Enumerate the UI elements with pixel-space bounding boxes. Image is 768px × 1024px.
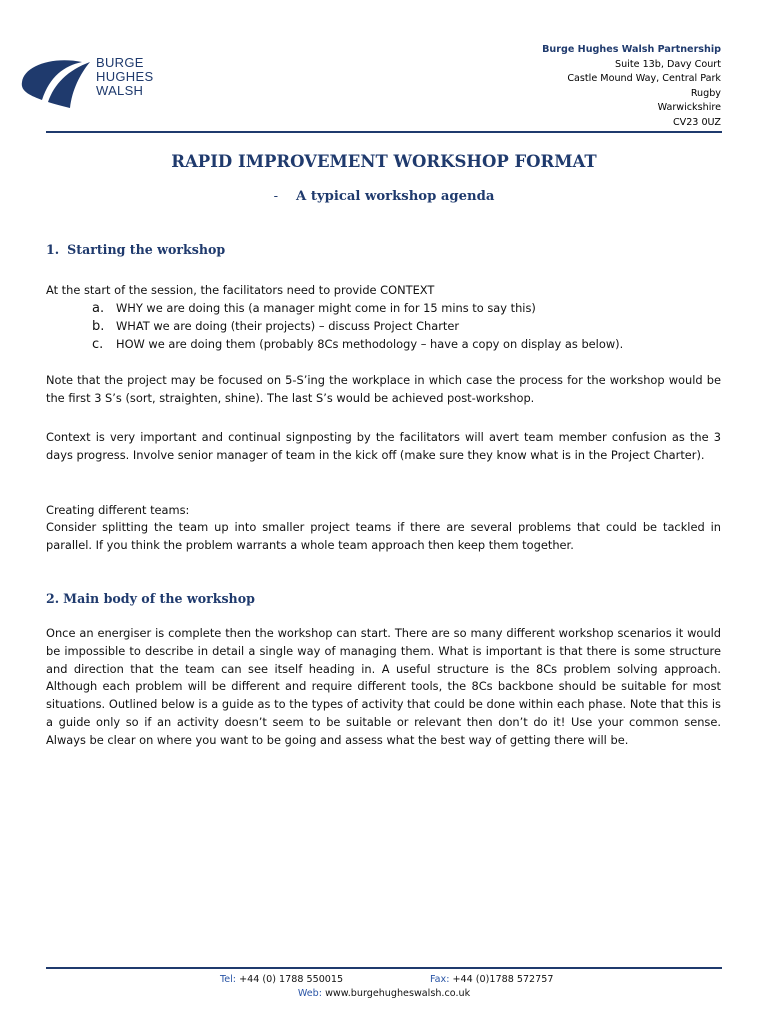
web-label: Web: <box>297 988 323 999</box>
address-line: Rugby <box>690 87 721 99</box>
logo-line-burge: BURGE <box>96 55 144 70</box>
logo-line-walsh: WALSH <box>96 83 144 98</box>
bhw-logo-icon <box>18 52 98 112</box>
address-postcode: CV23 0UZ <box>672 116 721 128</box>
section1-heading-text: Starting the workshop <box>67 242 226 257</box>
website-link[interactable]: www.burgehugheswalsh.co.uk <box>325 988 471 999</box>
address-line: Warwickshire <box>657 102 721 113</box>
footer-divider <box>46 967 722 969</box>
address-line: Suite 13b, Davy Court <box>615 58 721 70</box>
subtitle-dash: - <box>273 189 279 204</box>
section1-heading <box>46 242 225 257</box>
section2-heading <box>46 591 255 606</box>
five-s-paragraph: Note that the project may be focused on 5-S’ing the workplace in which case the process for the workshop would be the first 3 S’s (sort, straighten, shine). The last S’s would be achieved post-workshop. <box>46 373 721 405</box>
fax-number: +44 (0)1788 572757 <box>452 974 554 985</box>
section1-number: 1. <box>46 242 60 257</box>
context-intro: At the start of the session, the facilitators need to provide CONTEXT <box>46 283 435 297</box>
logo-wordmark <box>96 56 153 98</box>
list-item-label: a. <box>92 301 105 316</box>
teams-heading: Creating different teams: <box>46 503 190 517</box>
page-title: RAPID IMPROVEMENT WORKSHOP FORMAT <box>171 152 597 171</box>
section2-number: 2. <box>46 591 60 606</box>
company-logo <box>18 52 168 112</box>
footer-fax <box>430 973 553 987</box>
tel-number: +44 (0) 1788 550015 <box>239 974 344 985</box>
list-item-text: WHAT we are doing (their projects) – discuss Project Charter <box>116 318 460 333</box>
footer-website <box>0 987 768 1001</box>
list-item <box>92 318 722 336</box>
fax-label: Fax: <box>430 974 450 985</box>
main-body-paragraph: Once an energiser is complete then the workshop can start. There are so many different workshop scenarios it would be impossible to describe in detail a single way of managing them. What is important is that there is some structure and direction that the team can see itself heading in. A useful structure is the 8Cs problem solving approach. Although each problem will be different and require different tools, the 8Cs backbone should be suitable for most situations. Outlined below is a guide as to the types of activity that could be done within each phase. Note that this is a guide only so if an activity doesn’t seem to be suitable or relevant then don’t do it! Use your common sense. Always be clear on where you want to be going and assess what the best way of getting there will be. <box>46 626 721 747</box>
page-subtitle <box>0 189 768 204</box>
company-name: Burge Hughes Walsh Partnership <box>542 44 721 55</box>
logo-line-hughes: HUGHES <box>96 69 154 84</box>
list-item-label: b. <box>92 318 105 334</box>
tel-label: Tel: <box>220 974 237 985</box>
subtitle-text: A typical workshop agenda <box>296 189 495 204</box>
address-line: Castle Mound Way, Central Park <box>567 73 721 84</box>
list-item-text: HOW we are doing them (probably 8Cs methodology – have a copy on display as below). <box>116 336 624 351</box>
list-item-text: WHY we are doing this (a manager might come in for 15 mins to say this) <box>116 301 536 315</box>
list-item-label: c. <box>92 336 104 352</box>
context-paragraph: Context is very important and continual signposting by the facilitators will avert team member confusion as the 3 days progress. Involve senior manager of team in the kick off (make sure they know what is in the Project Charter). <box>46 430 721 462</box>
teams-paragraph: Consider splitting the team up into smaller project teams if there are several problems that could be tackled in parallel. If you think the problem warrants a whole team approach then keep them together. <box>46 520 721 552</box>
list-item <box>92 300 722 318</box>
context-list <box>92 300 722 353</box>
section2-heading-text: Main body of the workshop <box>63 591 255 606</box>
list-item <box>92 336 722 354</box>
company-address <box>542 43 721 130</box>
footer-telephone <box>220 973 343 987</box>
header-divider <box>46 131 722 133</box>
